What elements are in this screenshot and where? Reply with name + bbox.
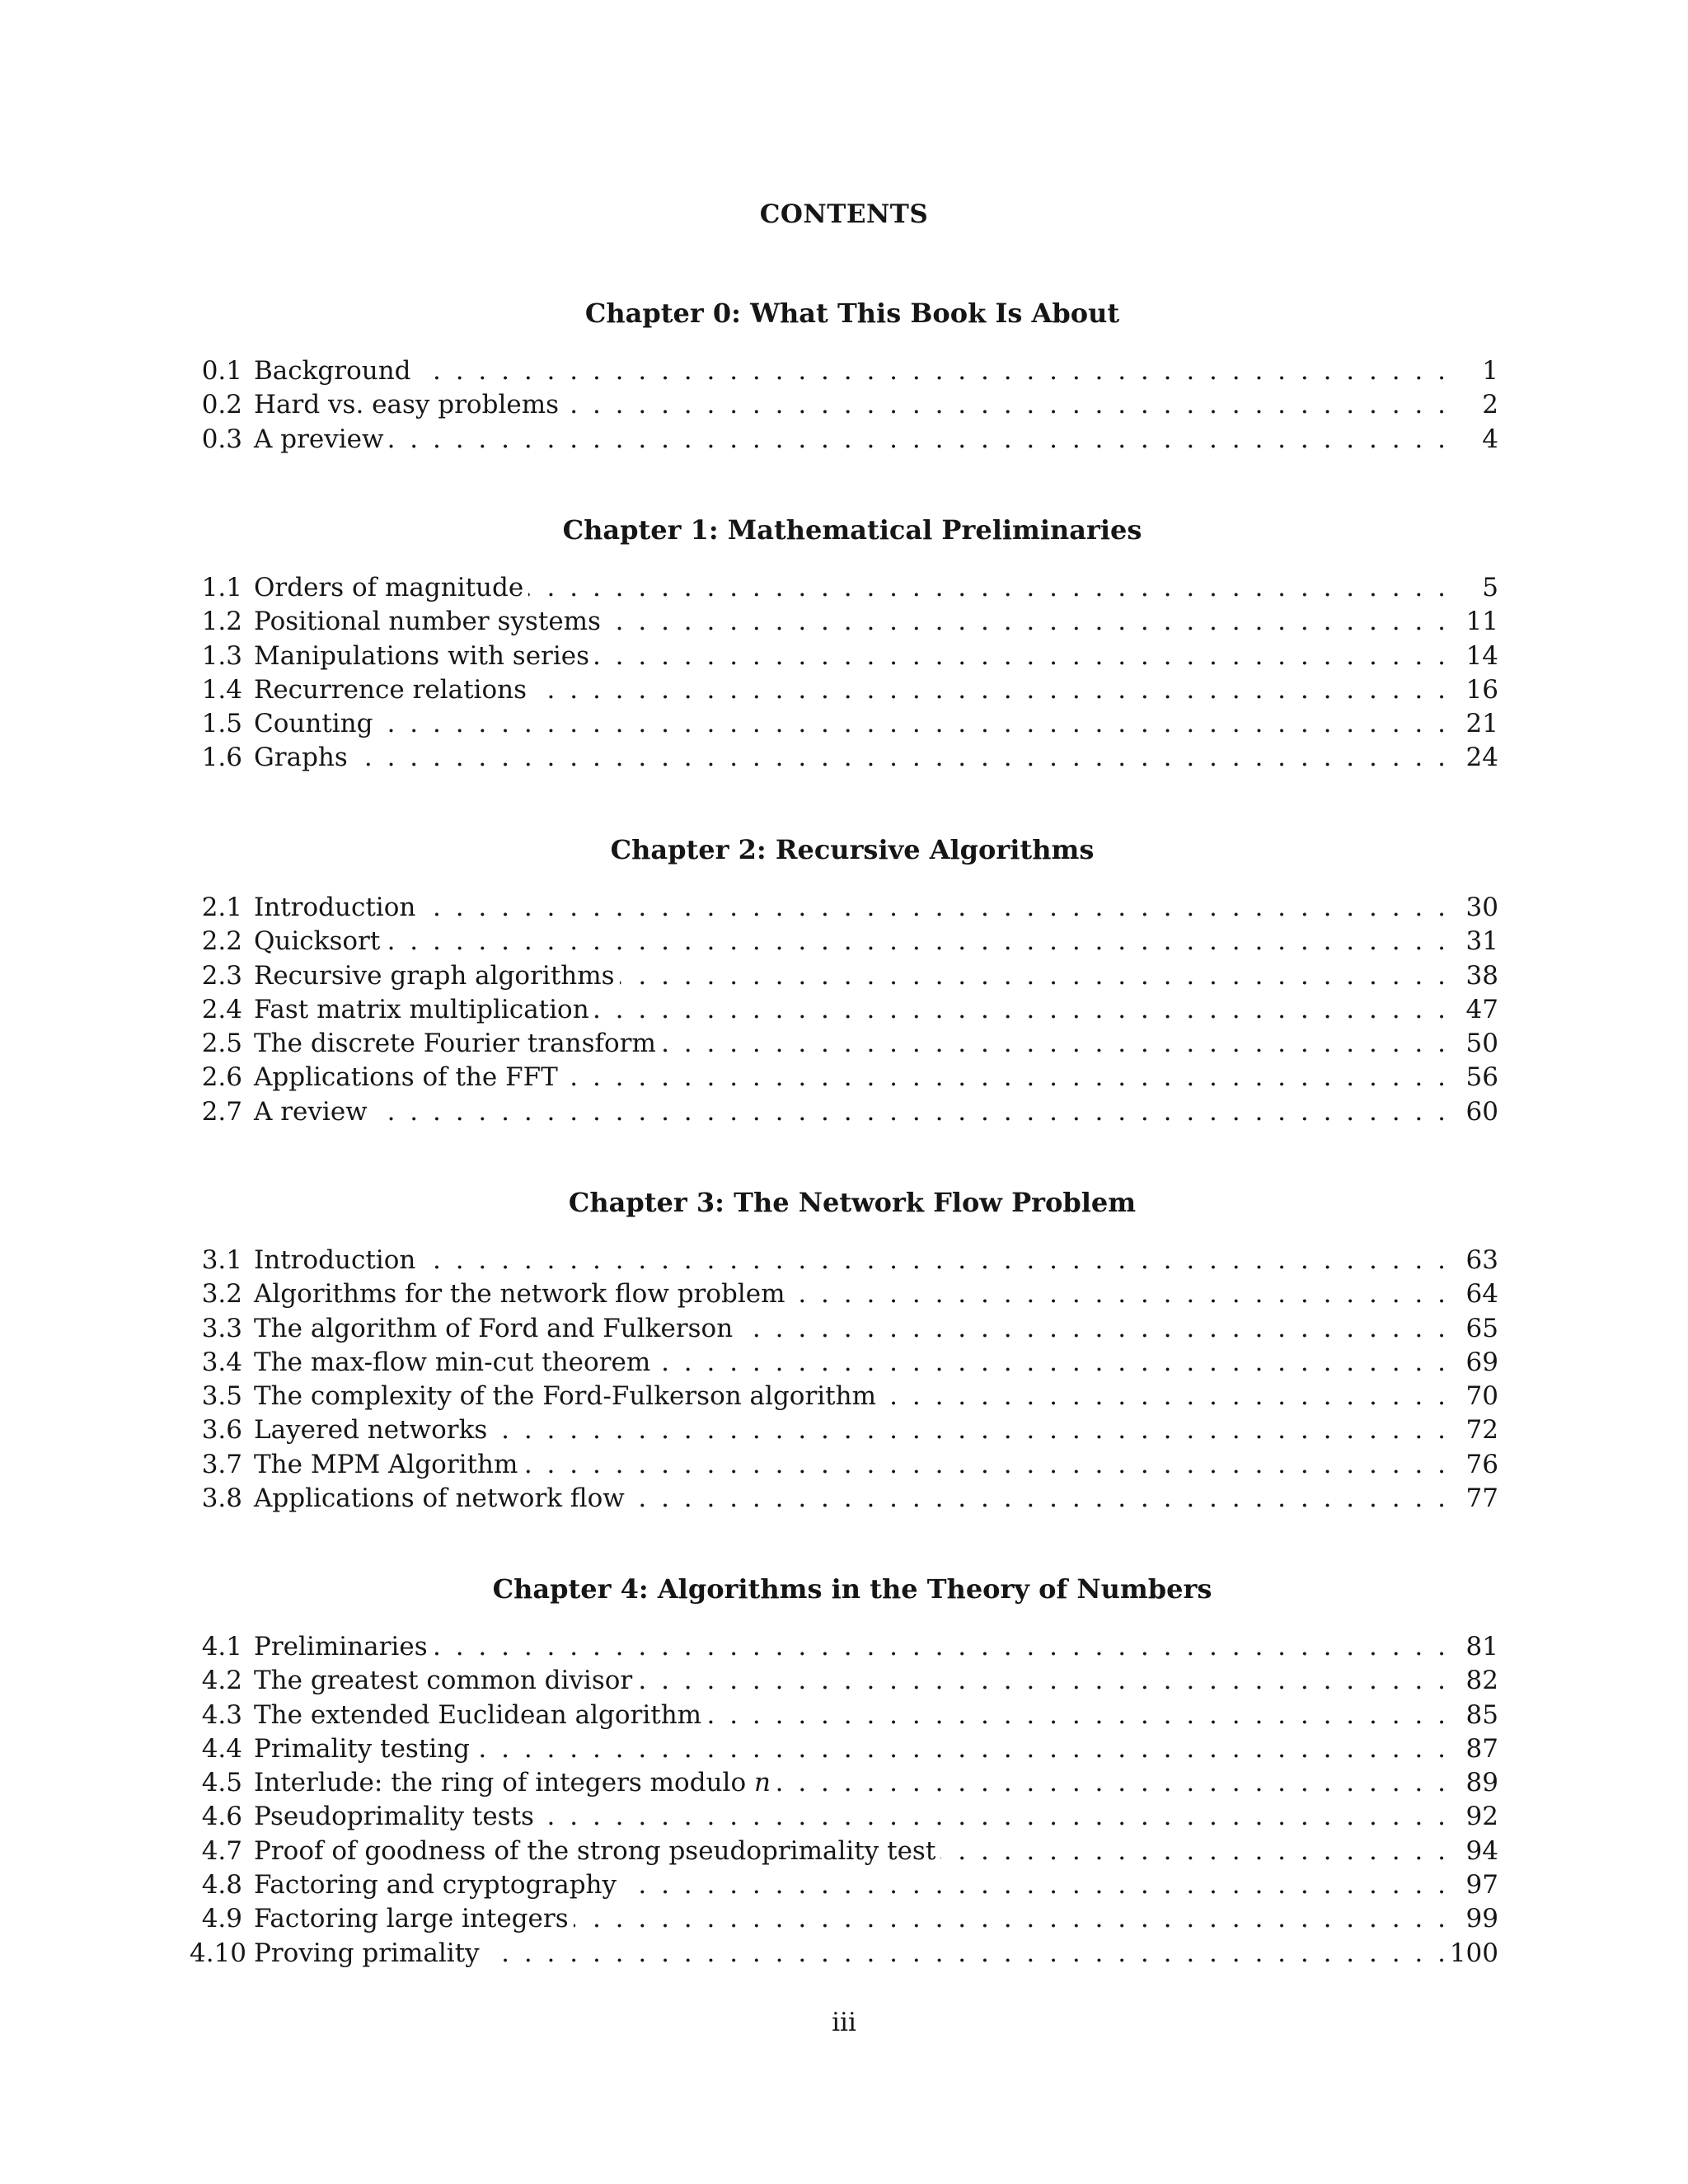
toc-entry[interactable] — [190, 891, 1498, 925]
leader-dots — [353, 741, 1446, 775]
toc-entry[interactable] — [190, 707, 1498, 741]
toc-entry[interactable] — [190, 1027, 1498, 1061]
page-title: CONTENTS — [759, 199, 929, 229]
leader-dots — [563, 1061, 1446, 1094]
page-number: 1 — [1482, 356, 1498, 386]
section-number: 4.7 — [201, 1835, 242, 1866]
page-number: 56 — [1465, 1062, 1498, 1093]
section-number: 3.1 — [201, 1245, 242, 1275]
leader-dots — [661, 1027, 1446, 1061]
leader-dots — [621, 1868, 1446, 1902]
leader-dots — [637, 1664, 1446, 1698]
page-number: 65 — [1465, 1313, 1498, 1343]
section-number: 0.2 — [201, 390, 242, 420]
section-number: 3.6 — [201, 1415, 242, 1446]
toc-entry[interactable] — [190, 1448, 1498, 1482]
toc-entry[interactable] — [190, 388, 1498, 422]
page-number: 21 — [1465, 709, 1498, 739]
toc-entry[interactable] — [190, 1277, 1498, 1311]
page-number: 82 — [1465, 1666, 1498, 1696]
page-number: 85 — [1465, 1699, 1498, 1730]
toc-entry[interactable] — [190, 1413, 1498, 1447]
leader-dots — [420, 891, 1446, 925]
chapter-heading: Chapter 4: Algorithms in the Theory of Numbers — [492, 1573, 1212, 1605]
section-title: A preview — [254, 424, 384, 454]
toc-entry[interactable] — [190, 605, 1498, 639]
page-number: 64 — [1465, 1279, 1498, 1310]
chapter-heading: Chapter 1: Mathematical Preliminaries — [562, 514, 1142, 546]
section-title: The algorithm of Ford and Fulkerson — [254, 1313, 734, 1343]
section-number: 2.2 — [201, 926, 242, 957]
toc-entry[interactable] — [190, 1868, 1498, 1902]
section-number: 2.3 — [201, 960, 242, 991]
section-number: 4.3 — [201, 1699, 242, 1730]
chapter-heading: Chapter 0: What This Book Is About — [584, 298, 1120, 329]
page-number: 50 — [1465, 1029, 1498, 1059]
leader-dots — [738, 1312, 1446, 1346]
section-title: The max-flow min-cut theorem — [254, 1347, 651, 1377]
section-number: 4.6 — [201, 1802, 242, 1832]
section-number: 2.1 — [201, 893, 242, 922]
page-number: 2 — [1482, 390, 1498, 420]
toc-entry[interactable] — [190, 1061, 1498, 1094]
section-title: Introduction — [254, 1245, 416, 1275]
section-number: 3.3 — [201, 1313, 242, 1343]
section-title — [254, 1766, 776, 1800]
section-number: 3.4 — [201, 1347, 242, 1377]
section-title: Positional number systems — [254, 607, 601, 637]
section-number: 2.4 — [201, 994, 242, 1024]
page-number: 4 — [1482, 424, 1498, 454]
page-number: 47 — [1465, 994, 1498, 1024]
toc-entry[interactable] — [190, 1732, 1498, 1766]
page-number: 87 — [1465, 1733, 1498, 1764]
leader-dots — [385, 925, 1446, 958]
page-number: 92 — [1465, 1802, 1498, 1832]
toc-entry[interactable] — [190, 1482, 1498, 1516]
page-number: 14 — [1465, 640, 1498, 671]
chapter-1 — [190, 512, 1498, 776]
toc-entry[interactable] — [190, 1312, 1498, 1346]
section-title: Layered networks — [254, 1415, 488, 1446]
section-title: Recursive graph algorithms — [254, 960, 615, 991]
section-title: Recurrence relations — [254, 674, 527, 705]
page-number: 100 — [1449, 1938, 1498, 1968]
page-number: 77 — [1465, 1483, 1498, 1514]
toc-entry[interactable] — [190, 354, 1498, 388]
section-title: Proving primality — [254, 1938, 480, 1968]
section-title: The greatest common divisor — [254, 1666, 633, 1696]
section-number: 1.1 — [201, 573, 242, 602]
page-number: 89 — [1465, 1768, 1498, 1798]
leader-dots — [485, 1937, 1446, 1971]
leader-dots — [790, 1277, 1446, 1311]
page-footer-number: iii — [832, 2008, 856, 2037]
section-title: Fast matrix multiplication — [254, 994, 589, 1024]
section-title: Graphs — [254, 743, 348, 773]
toc-entry[interactable] — [190, 640, 1498, 673]
section-number: 4.4 — [201, 1733, 242, 1764]
page-number: 70 — [1465, 1381, 1498, 1412]
page-number: 81 — [1465, 1632, 1498, 1661]
section-title: Manipulations with series — [254, 640, 590, 671]
chapter-2 — [190, 832, 1498, 1129]
page-number: 94 — [1465, 1835, 1498, 1866]
section-title: Proof of goodness of the strong pseudoprimality test — [254, 1835, 936, 1866]
section-title: The MPM Algorithm — [254, 1449, 518, 1479]
section-number: 1.3 — [201, 640, 242, 671]
section-title: Pseudoprimality tests — [254, 1802, 534, 1832]
page-number: 16 — [1465, 674, 1498, 705]
section-title: The discrete Fourier transform — [254, 1029, 656, 1059]
leader-dots — [475, 1732, 1446, 1766]
toc-entry[interactable] — [190, 741, 1498, 775]
page-number: 97 — [1465, 1870, 1498, 1900]
leader-dots — [940, 1835, 1446, 1868]
chapter-0 — [190, 295, 1498, 457]
toc-entry[interactable] — [190, 1766, 1498, 1800]
toc-entry[interactable] — [190, 1937, 1498, 1971]
page-number: 69 — [1465, 1347, 1498, 1377]
leader-dots — [433, 1630, 1446, 1664]
section-title: A review — [254, 1096, 368, 1127]
section-title: The extended Euclidean algorithm — [254, 1699, 702, 1730]
toc-entry[interactable] — [190, 673, 1498, 707]
section-title: Counting — [254, 709, 373, 739]
leader-dots — [492, 1413, 1446, 1447]
chapter-4 — [190, 1571, 1498, 1971]
section-title: Factoring and cryptography — [254, 1870, 617, 1900]
section-number: 4.1 — [201, 1632, 242, 1661]
toc-entry[interactable] — [190, 1095, 1498, 1129]
section-number: 0.3 — [201, 424, 242, 454]
section-number: 2.5 — [201, 1029, 242, 1059]
section-number: 3.5 — [201, 1381, 242, 1412]
section-title: Orders of magnitude — [254, 573, 524, 602]
leader-dots — [420, 1244, 1446, 1277]
leader-dots — [594, 640, 1446, 673]
toc-entry[interactable] — [190, 423, 1498, 457]
section-title: Applications of network flow — [254, 1483, 625, 1514]
leader-dots — [528, 571, 1446, 605]
section-number: 3.2 — [201, 1279, 242, 1310]
page-number: 72 — [1465, 1415, 1498, 1446]
leader-dots — [655, 1346, 1446, 1380]
section-number: 3.8 — [201, 1483, 242, 1514]
chapter-3 — [190, 1184, 1498, 1516]
toc-entry[interactable] — [190, 993, 1498, 1027]
toc-entry[interactable] — [190, 1346, 1498, 1380]
section-number: 1.5 — [201, 709, 242, 739]
leader-dots — [378, 707, 1447, 741]
leader-dots — [564, 388, 1446, 422]
page-number: 38 — [1465, 960, 1498, 991]
toc-entry[interactable] — [190, 1380, 1498, 1413]
leader-dots — [881, 1380, 1446, 1413]
page-number: 30 — [1465, 893, 1498, 922]
leader-dots — [706, 1699, 1446, 1732]
page-number: 11 — [1465, 607, 1498, 637]
section-title: Factoring large integers — [254, 1904, 569, 1934]
section-title: Background — [254, 356, 411, 386]
section-title: Preliminaries — [254, 1632, 428, 1661]
chapter-heading: Chapter 3: The Network Flow Problem — [568, 1187, 1137, 1218]
leader-dots — [776, 1766, 1446, 1800]
toc-entry[interactable] — [190, 1244, 1498, 1277]
toc-entry[interactable] — [190, 1664, 1498, 1698]
page-number: 5 — [1482, 573, 1498, 602]
leader-dots — [389, 423, 1446, 457]
leader-dots — [416, 354, 1446, 388]
toc-entry[interactable] — [190, 1902, 1498, 1936]
toc-entry[interactable] — [190, 1630, 1498, 1664]
chapter-heading: Chapter 2: Recursive Algorithms — [610, 834, 1095, 865]
page-number: 60 — [1465, 1096, 1498, 1127]
leader-dots — [620, 959, 1446, 993]
toc-entry[interactable] — [190, 571, 1498, 605]
toc-entry[interactable] — [190, 1800, 1498, 1834]
page-number: 99 — [1465, 1904, 1498, 1934]
section-number: 4.10 — [190, 1938, 247, 1968]
leader-dots — [373, 1095, 1446, 1129]
section-number: 4.8 — [201, 1870, 242, 1900]
leader-dots — [532, 673, 1446, 707]
section-number: 4.2 — [201, 1666, 242, 1696]
section-title: Applications of the FFT — [254, 1062, 558, 1093]
leader-dots — [539, 1800, 1446, 1834]
section-title: Quicksort — [254, 926, 381, 957]
leader-dots — [606, 605, 1446, 639]
leader-dots — [630, 1482, 1446, 1516]
leader-dots — [594, 993, 1446, 1027]
toc-entry[interactable] — [190, 959, 1498, 993]
section-number: 1.6 — [201, 743, 242, 773]
page-number: 76 — [1465, 1449, 1498, 1479]
leader-dots — [523, 1448, 1446, 1482]
section-number: 3.7 — [201, 1449, 242, 1479]
toc-entry[interactable] — [190, 925, 1498, 958]
section-number: 4.5 — [201, 1768, 242, 1798]
math-variable: n — [753, 1768, 771, 1798]
section-number: 4.9 — [201, 1904, 242, 1934]
section-number: 1.4 — [201, 674, 242, 705]
page-number: 63 — [1465, 1245, 1498, 1275]
section-number: 2.6 — [201, 1062, 242, 1093]
page-number: 24 — [1465, 743, 1498, 773]
page-number: 31 — [1465, 926, 1498, 957]
section-title: Hard vs. easy problems — [254, 390, 560, 420]
toc-entry[interactable] — [190, 1699, 1498, 1732]
section-title-text: Interlude: the ring of integers modulo — [254, 1768, 747, 1798]
section-number: 0.1 — [201, 356, 242, 386]
section-title: Algorithms for the network flow problem — [254, 1279, 785, 1310]
section-title: Primality testing — [254, 1733, 471, 1764]
toc-entry[interactable] — [190, 1835, 1498, 1868]
leader-dots — [574, 1902, 1446, 1936]
section-number: 1.2 — [201, 607, 242, 637]
section-number: 2.7 — [201, 1096, 242, 1127]
section-title: The complexity of the Ford-Fulkerson algorithm — [254, 1381, 877, 1412]
section-title: Introduction — [254, 893, 416, 922]
